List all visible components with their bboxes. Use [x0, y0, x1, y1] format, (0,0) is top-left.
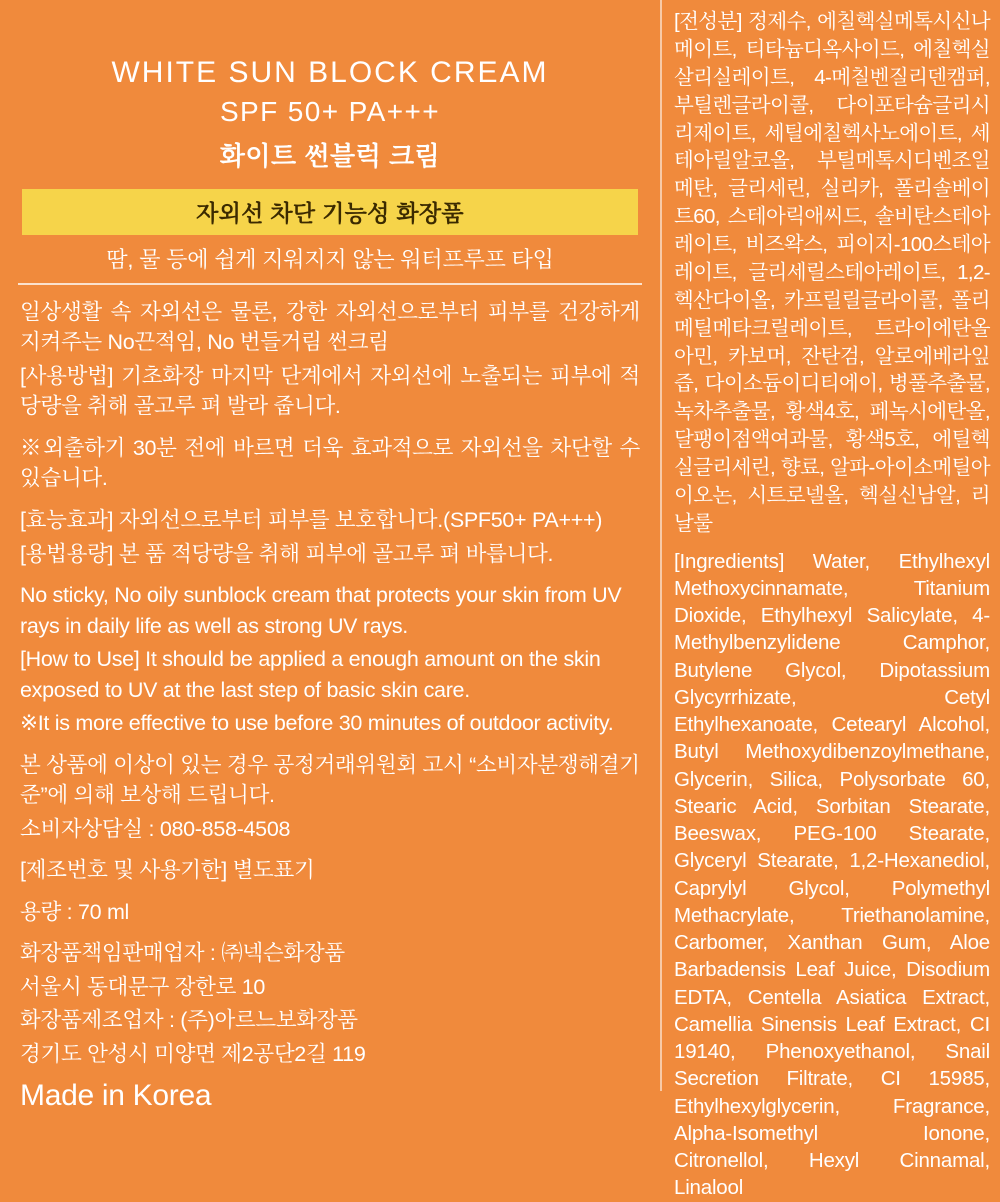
description-en-how-to-use: [How to Use] It should be applied a enough amount on the skin exposed to UV at the last step of basic skin care. — [20, 647, 601, 702]
product-title-en-line1: WHITE SUN BLOCK CREAM — [111, 56, 549, 89]
seller-address: 서울시 동대문구 장한로 10 — [20, 974, 266, 999]
consumer-hotline: 소비자상담실 : 080-858-4508 — [20, 816, 291, 841]
ingredients-kr: [전성분] 정제수, 에칠헥실메톡시신나메이트, 티타늄디옥사이드, 에칠헥실살리실레이트, 4-메칠벤질리덴캠퍼, 부틸렌글라이콜, 다이포타슘글리시리제이트, 세틸에칠헥사노에이트, 세테아릴알코올, 부틸메톡시디벤조일메탄, 글리세린, 실리카, 폴리솔베이트60, 스테아릭애씨드, 솔비탄스테아레이트, 비즈왁스, 피이지-100스테아레이트, 글리세릴스테아레이트, 1,2-헥산다이올, 카프릴릴글라이콜, 폴리메틸메타크릴레이트, 트라이에탄올아민, 카보머, 잔탄검, 알로에베라잎즙, 다이소듐이디티에이, 병풀추출물, 녹차추출물, 황색4호, 페녹시에탄올, 달팽이점액여과물, 황색5호, 에틸헥실글리세린, 향료, 알파-아이소메틸아이오논, 시트로넬올, 헥실신남알, 리날룰 — [674, 10, 990, 535]
description-kr-note: ※외출하기 30분 전에 바르면 더욱 효과적으로 자외선을 차단할 수 있습니다. — [20, 435, 640, 491]
batch-number: [제조번호 및 사용기한] 별도표기 — [20, 858, 315, 883]
product-title-kr: 화이트 썬블럭 크림 — [219, 140, 441, 171]
description-en-note: ※It is more effective to use before 30 minutes of outdoor activity. — [20, 711, 614, 736]
manufacturer-label: 화장품제조업자 : (주)아르느보화장품 — [20, 1008, 358, 1033]
waterproof-subline: 땀, 물 등에 쉽게 지워지지 않는 워터프루프 타입 — [106, 246, 554, 272]
seller-label: 화장품책임판매업자 : ㈜넥슨화장품 — [20, 941, 345, 966]
right-column — [660, 0, 1000, 1200]
description-block — [0, 285, 660, 1118]
functional-cosmetic-badge: 자외선 차단 기능성 화장품 — [22, 189, 638, 235]
description-kr-effect: [효능효과] 자외선으로부터 피부를 보호합니다.(SPF50+ PA+++) — [20, 507, 603, 532]
manufacturer-address: 경기도 안성시 미양면 제2공단2길 119 — [20, 1041, 366, 1066]
legal-compensation: 본 상품에 이상이 있는 경우 공정거래위원회 고시 “소비자분쟁해결기준”에 의해 보상해 드립니다. — [20, 752, 640, 808]
description-kr-how-to-use: [사용방법] 기초화장 마지막 단계에서 자외선에 노출되는 피부에 적당량을 취해 골고루 펴 발라 줍니다. — [20, 363, 640, 419]
product-title-spf: SPF 50+ PA+++ — [219, 95, 441, 127]
column-divider — [660, 0, 662, 1091]
description-kr-intro: 일상생활 속 자외선은 물론, 강한 자외선으로부터 피부를 건강하게 지켜주는 No끈적임, No 번들거림 썬크림 — [20, 299, 640, 355]
description-kr-dosage: [용법용량] 본 품 적당량을 취해 피부에 골고루 펴 바릅니다. — [20, 541, 554, 566]
ingredients-en: [Ingredients] Water, Ethylhexyl Methoxycinnamate, Titanium Dioxide, Ethylhexyl Salicylate, 4-Methylbenzylidene Camphor, Butylene Glycol, Dipotassium Glycyrrhizate, Cetyl Ethylhexanoate, Cetearyl Alcohol, Butyl Methoxydibenzoylmethane, Glycerin, Silica, Polysorbate 60, Stearic Acid, Sorbitan Stearate, Beeswax, PEG-100 Stearate, Glyceryl Stearate, 1,2-Hexanediol, Caprylyl Glycol, Polymethyl Methacrylate, Triethanolamine, Carbomer, Xanthan Gum, Aloe Barbadensis Leaf Juice, Disodium EDTA, Centella Asiatica Extract, Camellia Sinensis Leaf Extract, CI 19140, Phenoxyethanol, Snail Secretion Filtrate, CI 15985, Ethylhexylglycerin, Fragrance, Alpha-Isomethyl Ionone, Citronellol, Hexyl Cinnamal, Linalool — [674, 549, 990, 1200]
made-in-korea: Made in Korea — [20, 1079, 212, 1113]
title-block — [0, 0, 660, 173]
description-en-intro: No sticky, No oily sunblock cream that protects your skin from UV rays in daily life as well as strong UV rays. — [20, 583, 622, 638]
volume: 용량 : 70 ml — [20, 899, 130, 924]
